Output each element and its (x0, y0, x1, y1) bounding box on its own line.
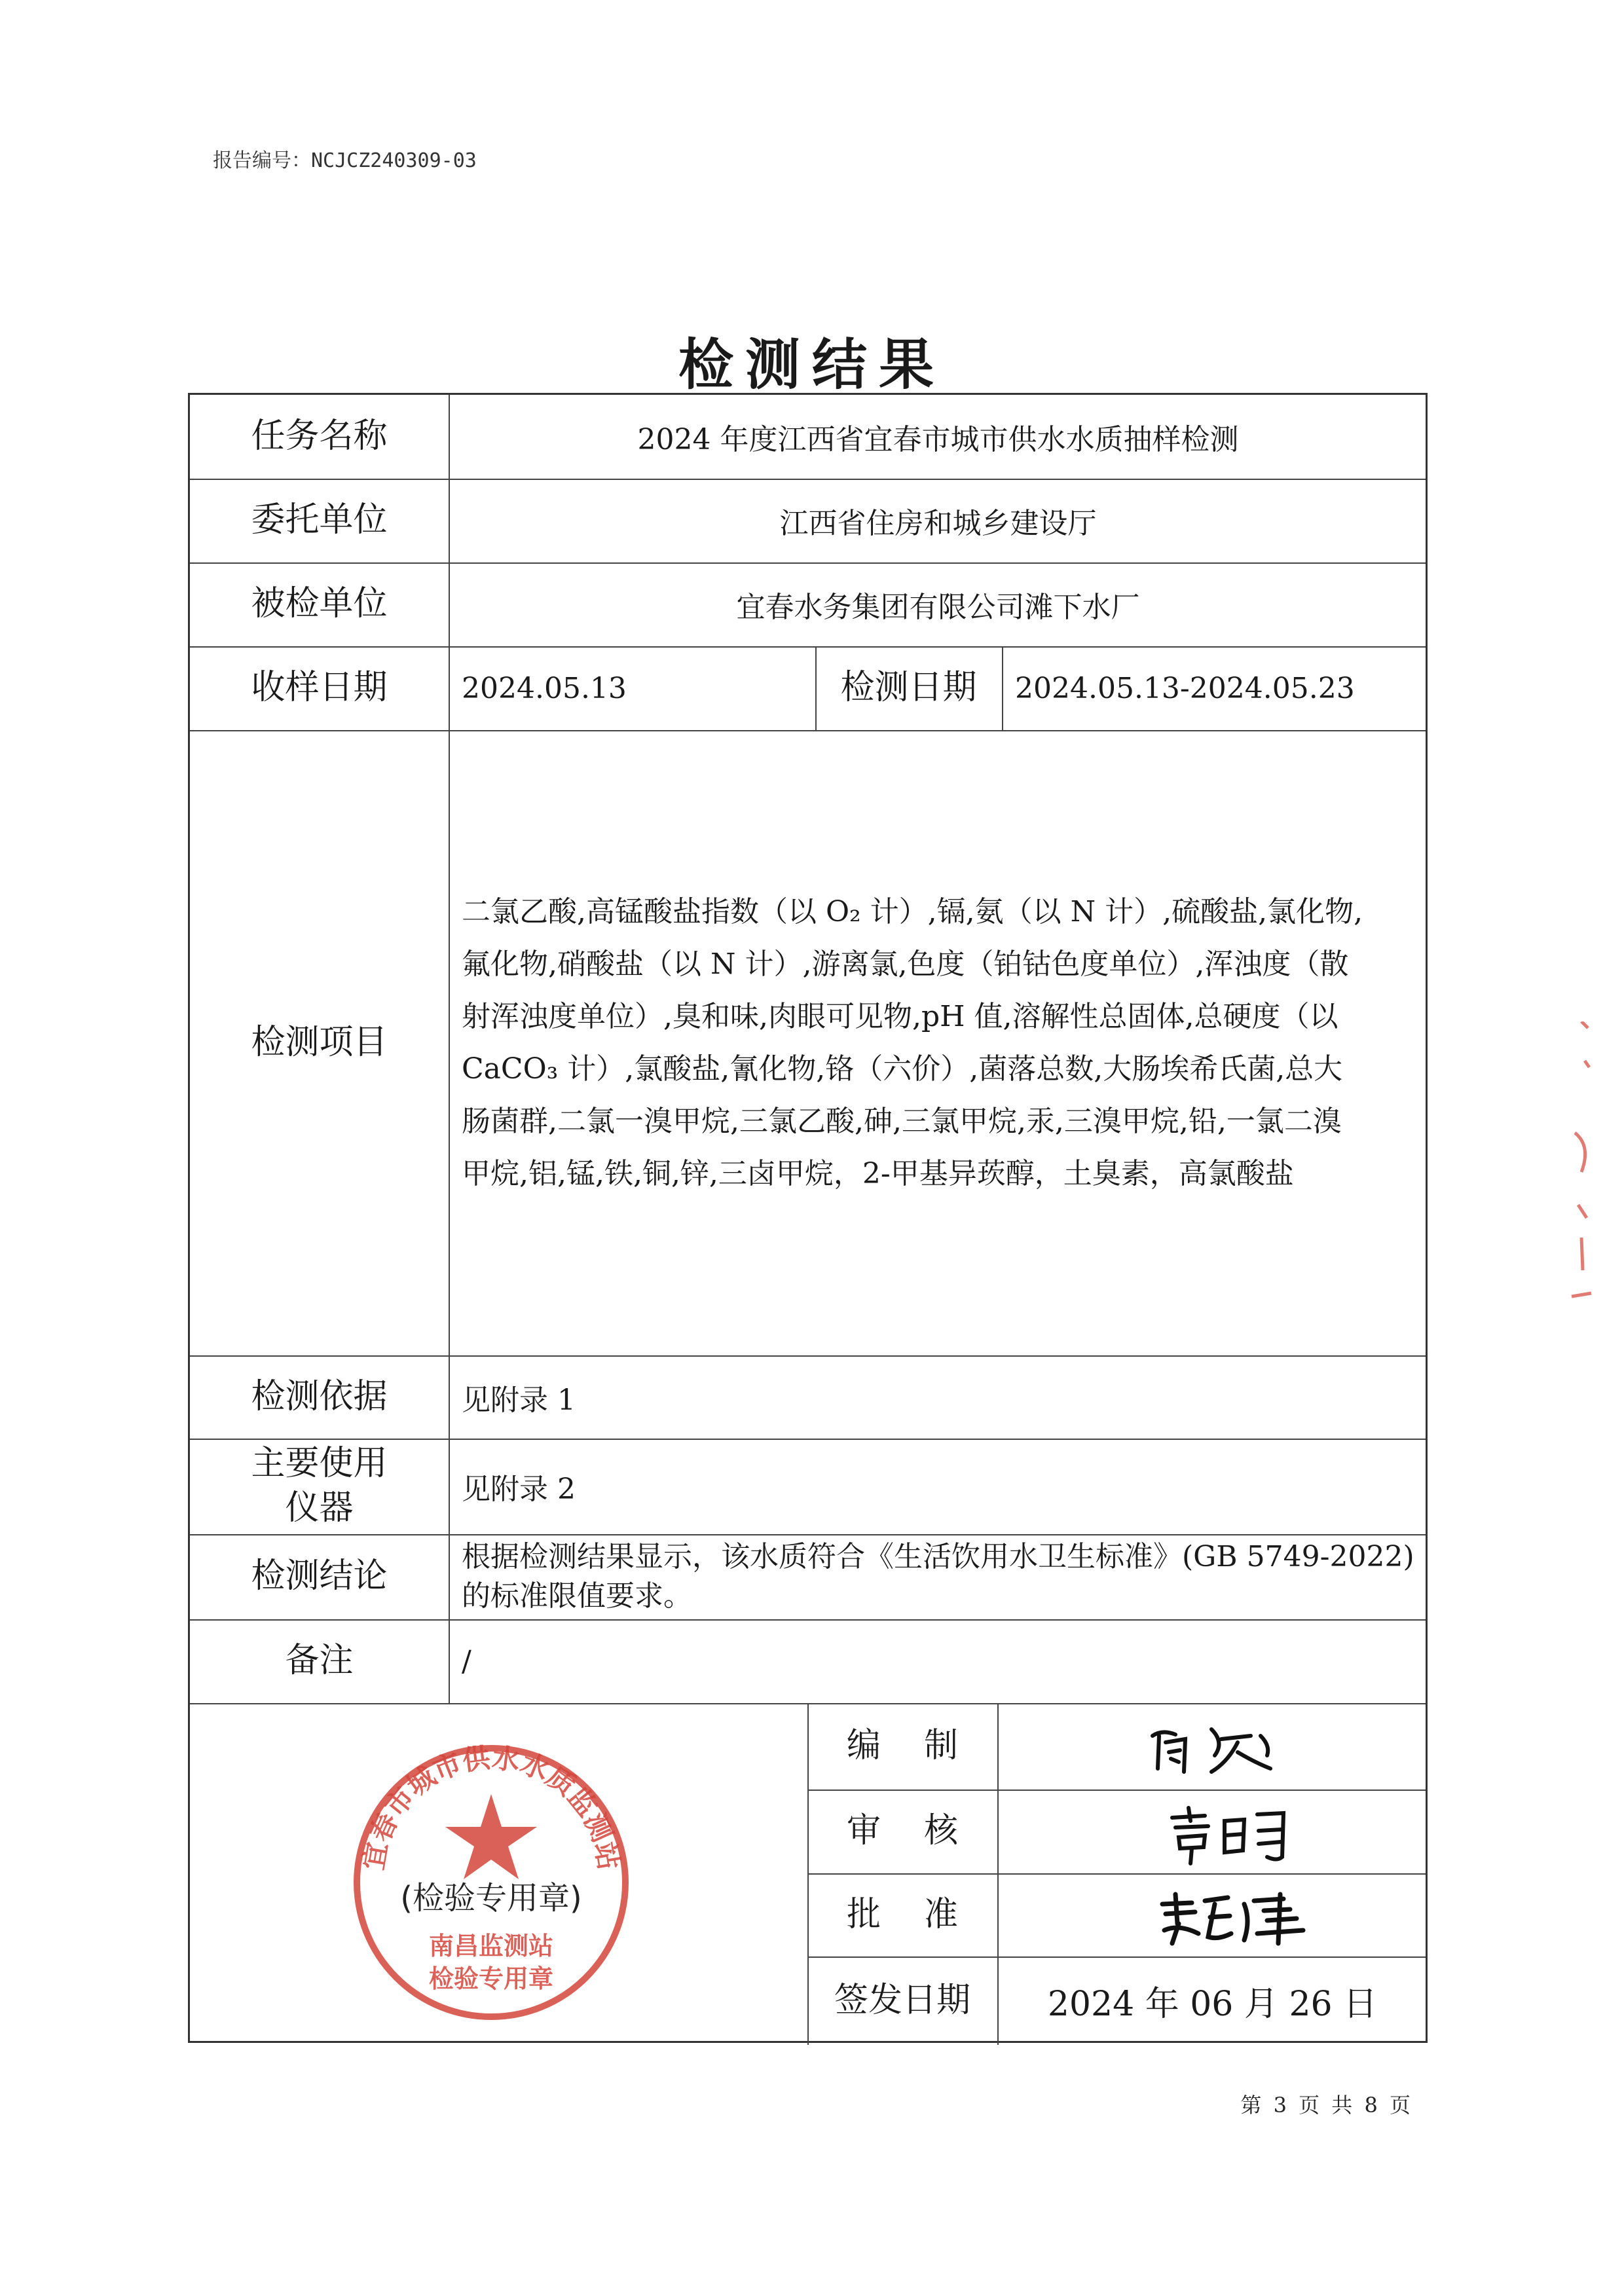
instruments-label-line: 主要使用 (251, 1444, 388, 1484)
test-date-label: 检测日期 (840, 668, 977, 708)
received-date-value: 2024.05.13 (462, 671, 627, 705)
test-items-line: 甲烷,铝,锰,铁,铜,锌,三卤甲烷，2-甲基异莰醇，土臭素，高氯酸盐 (462, 1156, 1294, 1190)
client-value: 江西省住房和城乡建设厅 (779, 507, 1097, 540)
test-items-value (449, 730, 1428, 1355)
reviewed-by-label: 审 核 (846, 1811, 959, 1851)
page-title: 检测结果 (678, 333, 946, 397)
test-basis-value: 见附录 1 (462, 1383, 576, 1417)
test-items-label: 检测项目 (251, 1022, 388, 1062)
task-name-label: 任务名称 (251, 416, 388, 456)
inspected-unit-label: 被检单位 (251, 584, 388, 624)
conclusion-line: 根据检测结果显示，该水质符合《生活饮用水卫生标准》(GB 5749-2022) (462, 1540, 1414, 1573)
seal-ring-text: 宜春市城市供水水质监测站 (357, 1741, 625, 1873)
compiled-by-label: 编 制 (846, 1726, 959, 1766)
approver-signature (1153, 1884, 1323, 1950)
remarks-value: / (462, 1644, 471, 1678)
issue-date-label: 签发日期 (834, 1980, 970, 2020)
test-date-value: 2024.05.13-2024.05.23 (1015, 671, 1355, 705)
received-date-label: 收样日期 (251, 668, 388, 708)
conclusion-value (449, 1534, 1428, 1619)
compiler-signature (1139, 1716, 1310, 1782)
test-basis-label: 检测依据 (251, 1376, 388, 1416)
instruments-value: 见附录 2 (462, 1473, 576, 1506)
inspected-unit-value: 宜春水务集团有限公司滩下水厂 (736, 591, 1140, 624)
test-items-line: 氟化物,硝酸盐（以 N 计）,游离氯,色度（铂钴色度单位）,浑浊度（散 (462, 947, 1349, 981)
seal-center-text: (检验专用章) (400, 1880, 582, 1917)
page-number: 第 3 页 共 8 页 (1240, 2093, 1413, 2118)
task-name-value: 2024 年度江西省宜春市城市供水水质抽样检测 (637, 423, 1239, 456)
reviewer-signature (1159, 1801, 1316, 1867)
issue-date-value: 2024 年 06 月 26 日 (1047, 1985, 1378, 2024)
test-items-line: 射浑浊度单位）,臭和味,肉眼可见物,pH 值,溶解性总固体,总硬度（以 (462, 999, 1338, 1033)
test-items-line: 肠菌群,二氯一溴甲烷,三氯乙酸,砷,三氯甲烷,汞,三溴甲烷,铅,一氯二溴 (462, 1104, 1342, 1138)
instruments-label-line: 仪器 (285, 1488, 354, 1528)
instruments-label (190, 1439, 449, 1534)
client-label: 委托单位 (251, 500, 388, 540)
conclusion-line: 的标准限值要求。 (462, 1579, 692, 1613)
seal-inner-line2: 检验专用章 (428, 1964, 554, 1993)
test-items-line: CaCO₃ 计）,氯酸盐,氰化物,铬（六价）,菌落总数,大肠埃希氏菌,总大 (462, 1052, 1343, 1086)
report-number: 报告编号：NCJCZ240309-03 (213, 149, 477, 172)
margin-stamp-fragment-icon (1568, 1021, 1595, 1303)
test-items-line: 二氯乙酸,高锰酸盐指数（以 O₂ 计）,镉,氨（以 N 计）,硫酸盐,氯化物, (462, 894, 1363, 928)
approved-by-label: 批 准 (846, 1894, 959, 1934)
seal-inner-line1: 南昌监测站 (428, 1932, 554, 1960)
conclusion-label: 检测结论 (251, 1556, 388, 1596)
remarks-label: 备注 (285, 1641, 354, 1681)
